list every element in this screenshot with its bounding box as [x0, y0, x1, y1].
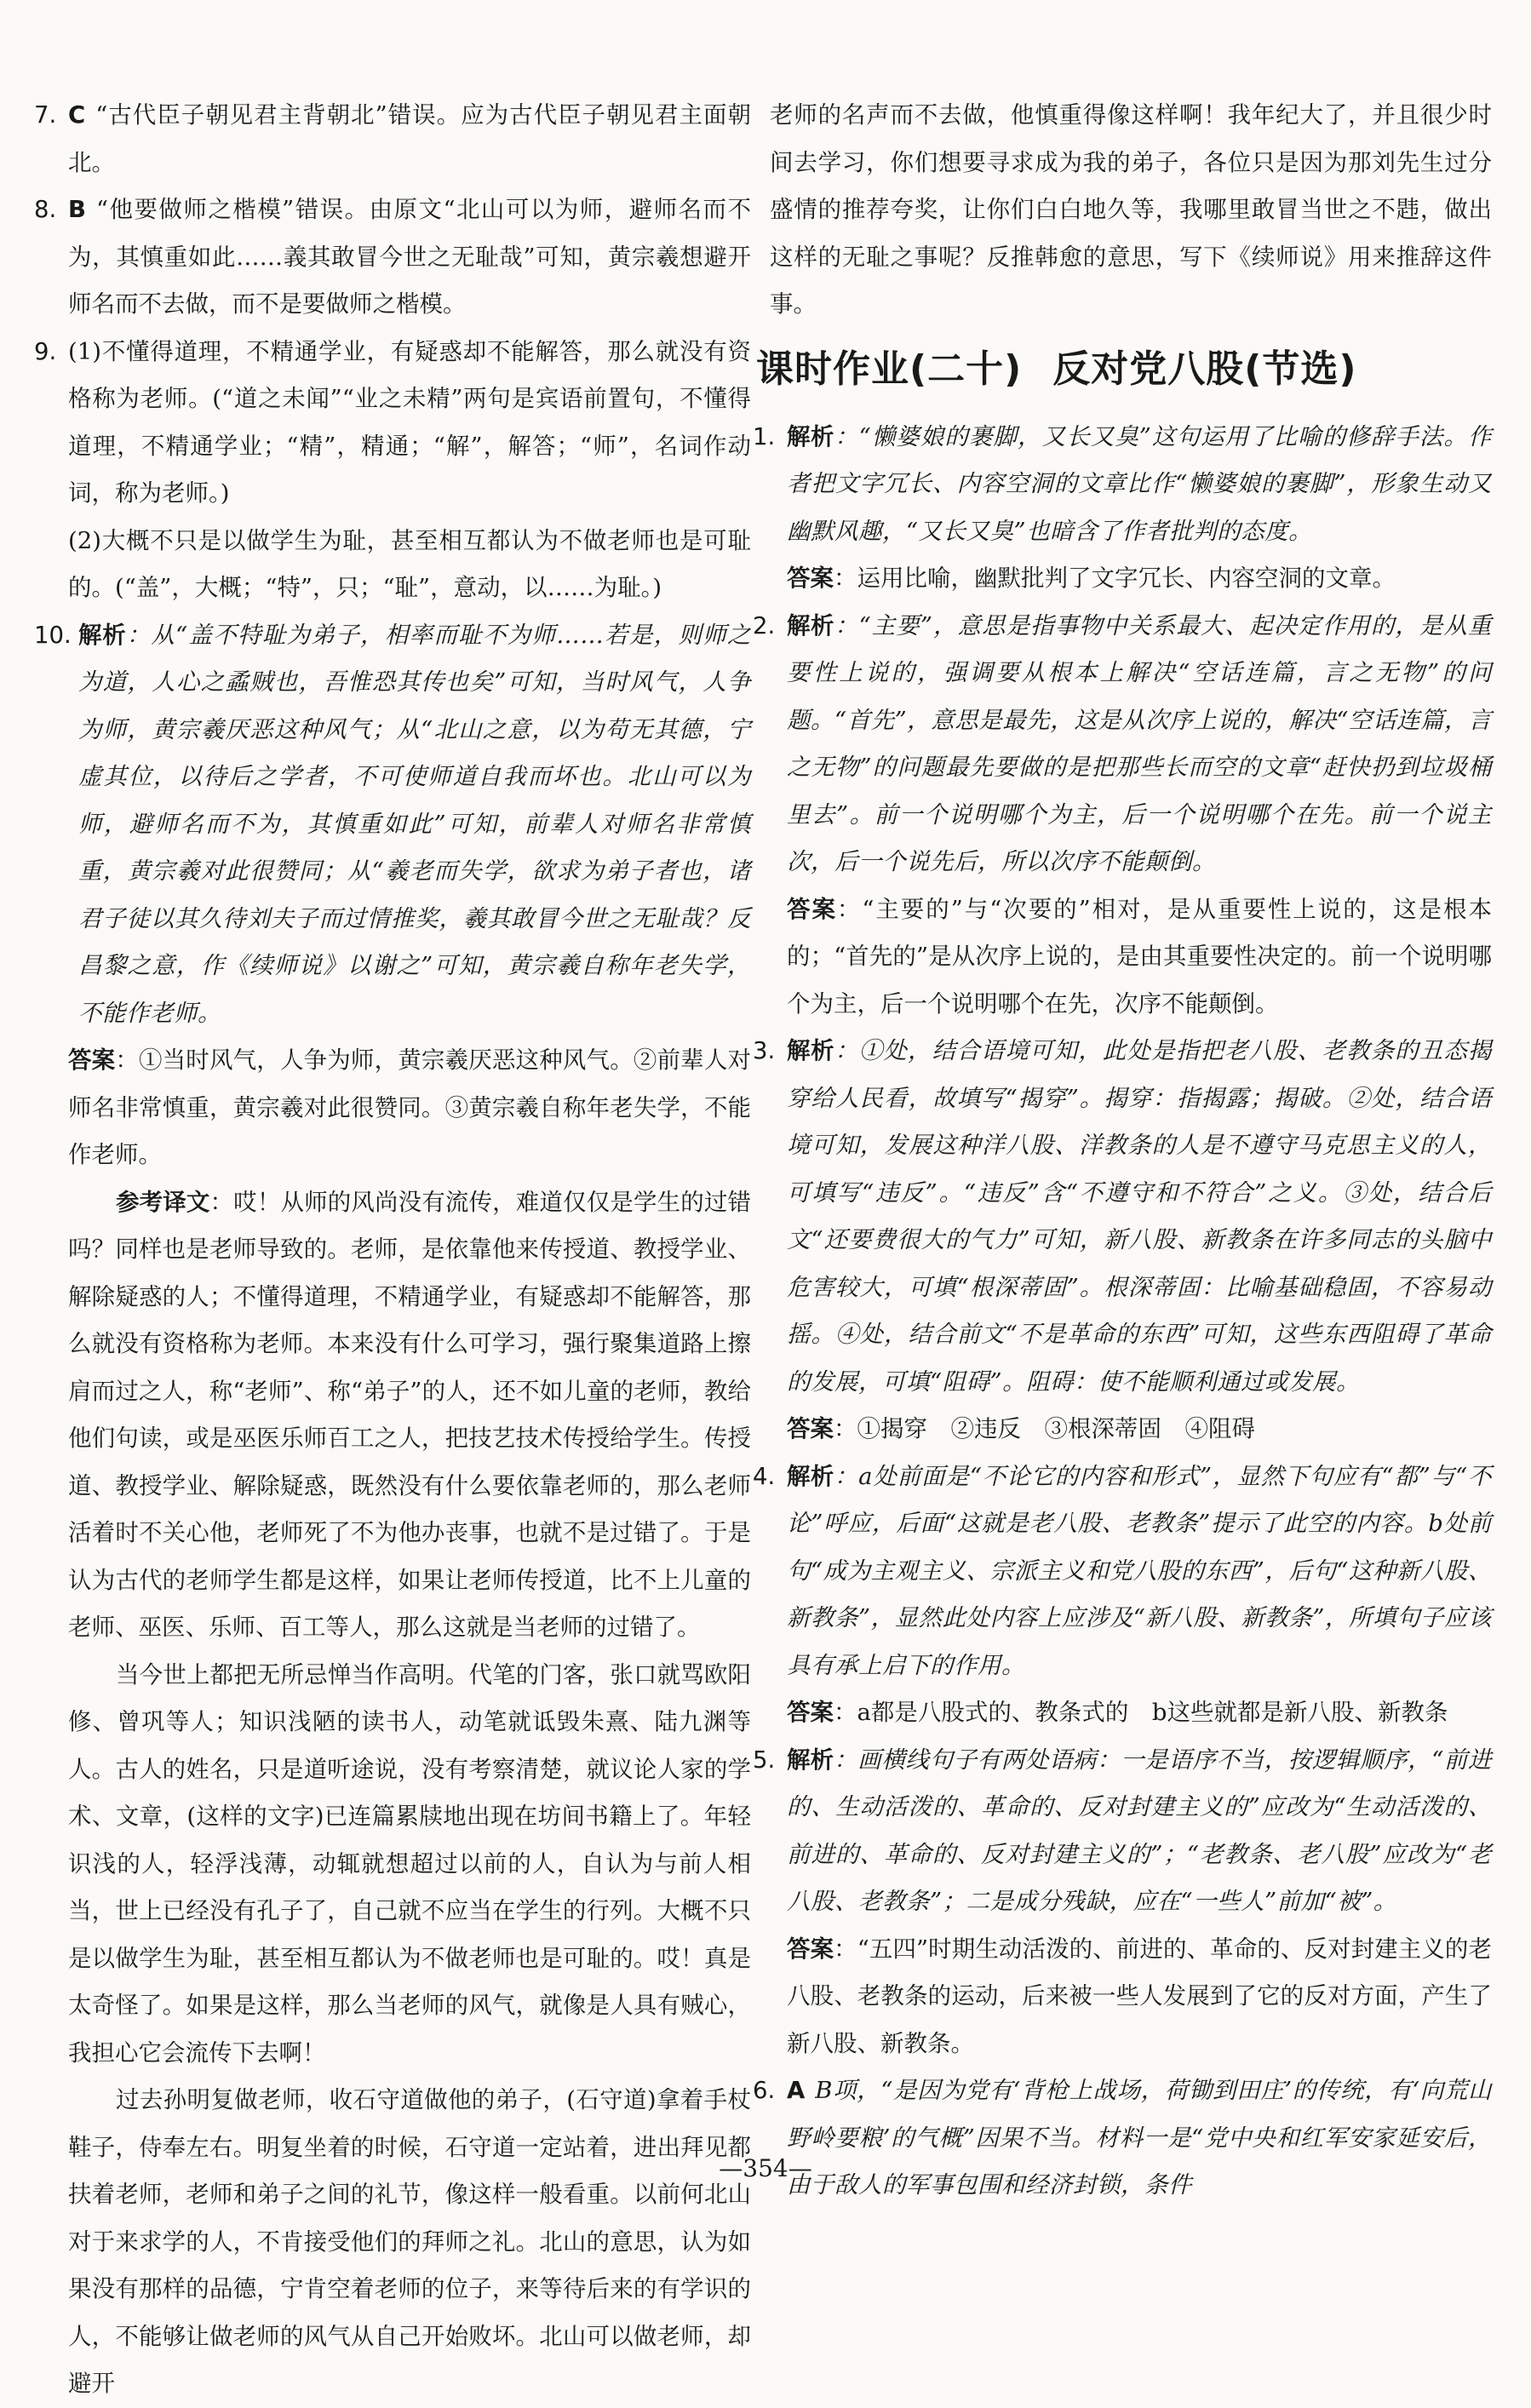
analysis-text: ：从“盖不特耻为弟子，相率而耻不为师……若是，则师之为道，人心之蟊贼也，吾惟恐其传也矣”可知，当时风气，人争为师，黄宗羲厌恶这种风气；从“北山之意，以为苟无其德，宁虚其位，以待后之学者，不可使师道自我而坏也。北山可以为师，避师名而不为，其慎重如此”可知，前辈人对师名非常慎重，黄宗羲对此很赞同；从“羲老而失学，欲求为弟子者也，诸君子徒以其久待刘夫子而过情推奖，羲其敢冒今世之无耻哉？反昌黎之意，作《续师说》以谢之”可知，黄宗羲自称年老失学，不能作老师。	[78, 621, 751, 1027]
choice-letter: A	[787, 2077, 806, 2104]
answer-item-1	[753, 414, 1492, 603]
item-text: “他要做师之楷模”错误。由原文“北山可以为师，避师名而不为，其慎重如此……義其敢冒今世之无耻哉”可知，黄宗羲想避开师名而不去做，而不是要做师之楷模。	[68, 196, 751, 318]
translation-text-1: ：哎！从师的风尚没有流传，难道仅仅是学生的过错吗？同样也是老师导致的。老师，是依靠他来传授道、教授学业、解除疑惑的人；不懂得道理，不精通学业，有疑惑却不能解答，那么就没有资格称为老师。本来没有什么可学习，强行聚集道路上擦肩而过之人，称“老师”、称“弟子”的人，还不如儿童的老师，教给他们句读，或是巫医乐师百工之人，把技艺技术传授给学生。传授道、教授学业、解除疑惑，既然没有什么要依靠老师的，那么老师活着时不关心他，老师死了不为他办丧事，也就不是过错了。于是认为古代的老师学生都是这样，如果让老师传授道，比不上儿童的老师、巫医、乐师、百工等人，那么这就是当老师的过错了。	[68, 1188, 752, 1641]
item-part-2: (2)大概不只是以做学生为耻，甚至相互都认为不做老师也是可耻的。(“盖”，大概；“特”，只；“耻”，意动，以……为耻。)	[68, 526, 751, 601]
translation-text-2: 当今世上都把无所忌惮当作高明。代笔的门客，张口就骂欧阳修、曾巩等人；知识浅陋的读书人，动笔就诋毁朱熹、陆九渊等人。古人的姓名，只是道听途说，没有考察清楚，就议论人家的学术、文章，(这样的文字)已连篇累牍地出现在坊间书籍上了。年轻识浅的人，轻浮浅薄，动辄就想超过以前的人，自认为与前人相当，世上已经没有孔子了，自己就不应当在学生的行列。大概不只是以做学生为耻，甚至相互都认为不做老师也是可耻的。哎！真是太奇怪了。如果是这样，那么当老师的风气，就像是人具有贼心，我担心它会流传下去啊！	[68, 1660, 751, 2067]
item-number: 6.	[753, 2077, 776, 2104]
item-number: 10.	[34, 621, 72, 649]
translation-label: 参考译文	[116, 1188, 210, 1216]
section-title-number: 课时作业(二十)	[756, 347, 1023, 391]
answer-item-3	[753, 1028, 1492, 1453]
analysis-text: ：“懒婆娘的裹脚，又长又臭”这句运用了比喻的修辞手法。作者把文字冗长、内容空洞的文章比作“懒婆娘的裹脚”，形象生动又幽默风趣，“又长又臭”也暗含了作者批判的态度。	[787, 422, 1493, 545]
answer-text: ：a都是八股式的、教条式的 b这些就都是新八股、新教条	[834, 1699, 1448, 1726]
analysis-text: ：“主要”，意思是指事物中关系最大、起决定作用的，是从重要性上说的，强调要从根本上解决“空话连篇，言之无物”的问题。“首先”，意思是最先，这是从次序上说的，解决“空话连篇，言之无物”的问题最先要做的是把那些长而空的文章“赶快扔到垃圾桶里去”。前一个说明哪个为主，后一个说明哪个在先。前一个说主次，后一个说先后，所以次序不能颠倒。	[787, 611, 1493, 875]
page-number: —354—	[719, 2154, 812, 2182]
analysis-label: 解析	[787, 1037, 835, 1064]
answer-text: ：运用比喻，幽默批判了文字冗长、内容空洞的文章。	[834, 565, 1396, 592]
section-title-name: 反对党八股(节选)	[1052, 347, 1357, 391]
answer-item-6	[753, 2067, 1492, 2210]
answer-text: ：①当时风气，人争为师，黄宗羲厌恶这种风气。②前辈人对师名非常慎重，黄宗羲对此很赞同。③黄宗羲自称年老失学，不能作老师。	[68, 1046, 752, 1168]
answer-item-9	[34, 329, 751, 612]
analysis-label: 解析	[787, 422, 835, 450]
answer-text: ：“主要的”与“次要的”相对，是从重要性上说的，这是根本的；“首先的”是从次序上说的，是由其重要性决定的。前一个说明哪个为主，后一个说明哪个在先，次序不能颠倒。	[787, 895, 1493, 1018]
left-column	[34, 92, 751, 2408]
section-title	[753, 344, 1492, 395]
analysis-text: ：画横线句子有两处语病：一是语序不当，按逻辑顺序，“前进的、生动活泼的、革命的、反对封建主义的”应改为“生动活泼的、前进的、革命的、反对封建主义的”；“老教条、老八股”应改为“老八股、老教条”；二是成分残缺，应在“一些人”前加“被”。	[787, 1746, 1492, 1915]
item-number: 1.	[753, 422, 776, 450]
answer-item-7	[34, 92, 751, 186]
choice-letter: B	[68, 196, 86, 223]
item-text: B项，“是因为党有‘背枪上战场，荷锄到田庄’的传统，有‘向荒山野岭要粮’的气概”因果不当。材料一是“党中央和红军安家延安后，由于敌人的军事包围和经济封锁，条件	[787, 2077, 1492, 2199]
item-number: 3.	[753, 1037, 776, 1064]
answer-label: 答案	[787, 895, 837, 923]
answer-item-10	[34, 612, 751, 2408]
analysis-label: 解析	[787, 611, 835, 639]
analysis-text: ：①处，结合语境可知，此处是指把老八股、老教条的丑态揭穿给人民看，故填写“揭穿”。揭穿：指揭露；揭破。②处，结合语境可知，发展这种洋八股、洋教条的人是不遵守马克思主义的人，可填写“违反”。“违反”含“不遵守和不符合”之义。③处，结合后文“还要费很大的气力”可知，新八股、新教条在许多同志的头脑中危害较大，可填“根深蒂固”。根深蒂固：比喻基础稳固，不容易动摇。④处，结合前文“不是革命的东西”可知，这些东西阻碍了革命的发展，可填“阻碍”。阻碍：使不能顺利通过或发展。	[787, 1037, 1493, 1396]
answer-label: 答案	[68, 1046, 116, 1074]
choice-letter: C	[68, 101, 86, 129]
answer-label: 答案	[787, 1415, 834, 1442]
analysis-label: 解析	[787, 1746, 834, 1774]
answer-item-5	[753, 1737, 1492, 2068]
answer-text: ：“五四”时期生动活泼的、前进的、革命的、反对封建主义的老八股、老教条的运动，后来被一些人发展到了它的反对方面，产生了新八股、新教条。	[787, 1935, 1493, 2057]
item-number: 2.	[753, 611, 776, 639]
item-part-1: (1)不懂得道理，不精通学业，有疑惑却不能解答，那么就没有资格称为老师。(“道之未闻”“业之未精”两句是宾语前置句，不懂得道理，不精通学业；“精”，精通；“解”，解答；“师”，名词作动词，称为老师。)	[68, 337, 751, 507]
translation-continued: 老师的名声而不去做，他慎重得像这样啊！我年纪大了，并且很少时间去学习，你们想要寻求成为我的弟子，各位只是因为那刘先生过分盛情的推荐夸奖，让你们白白地久等，我哪里敢冒当世之不韪，做出这样的无耻之事呢？反推韩愈的意思，写下《续师说》用来推辞这件事。	[770, 101, 1492, 318]
analysis-label: 解析	[78, 621, 127, 649]
answer-label: 答案	[787, 1699, 834, 1726]
analysis-label: 解析	[787, 1462, 834, 1490]
item-number: 8.	[34, 196, 57, 223]
answer-label: 答案	[787, 1935, 834, 1963]
analysis-text: ：a处前面是“不论它的内容和形式”，显然下句应有“都”与“不论”呼应，后面“这就是老八股、老教条”提示了此空的内容。b处前句“成为主观主义、宗派主义和党八股的东西”，后句“这种新八股、新教条”，显然此处内容上应涉及“新八股、新教条”，所填句子应该具有承上启下的作用。	[787, 1462, 1493, 1679]
item-number: 7.	[34, 101, 57, 129]
right-column	[753, 92, 1492, 2210]
item-number: 9.	[34, 337, 57, 365]
answer-label: 答案	[787, 565, 834, 592]
item-number: 4.	[753, 1462, 776, 1490]
answer-item-2	[753, 603, 1492, 1029]
answer-text: ：①揭穿 ②违反 ③根深蒂固 ④阻碍	[834, 1415, 1255, 1442]
translation-text-3: 过去孙明复做老师，收石守道做他的弟子，(石守道)拿着手杖鞋子，侍奉左右。明复坐着的时候，石守道一定站着，进出拜见都扶着老师，老师和弟子之间的礼节，像这样一般看重。以前何北山对于来求学的人，不肯接受他们的拜师之礼。北山的意思，认为如果没有那样的品德，宁肯空着老师的位子，来等待后来的有学识的人，不能够让做老师的风气从自己开始败坏。北山可以做老师，却避开	[68, 2086, 751, 2397]
answer-item-8	[34, 186, 751, 329]
item-number: 5.	[753, 1746, 776, 1774]
item-text: “古代臣子朝见君主背朝北”错误。应为古代臣子朝见君主面朝北。	[68, 101, 751, 176]
answer-item-4	[753, 1453, 1492, 1737]
